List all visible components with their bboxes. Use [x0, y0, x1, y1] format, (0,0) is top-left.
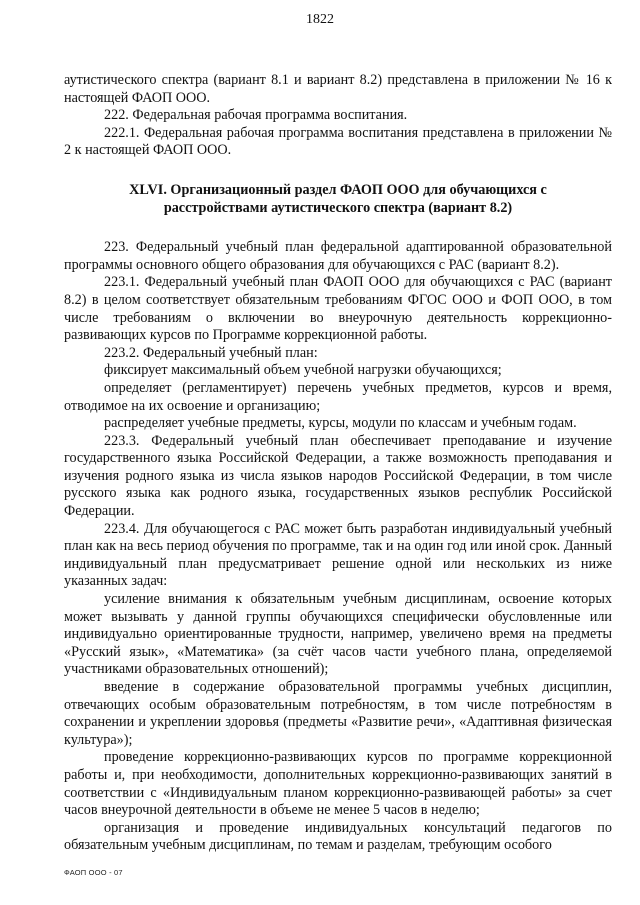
- paragraph: организация и проведение индивидуальных консультаций педагогов по обязательным учебным дисциплинам, по темам и разделам, требующим особого: [64, 819, 612, 854]
- paragraph: определяет (регламентирует) перечень учебных предметов, курсов и время, отводимое на их освоение и организацию;: [64, 379, 612, 414]
- paragraph: 223.1. Федеральный учебный план ФАОП ООО для обучающихся с РАС (вариант 8.2) в целом соответствует обязательным требованиям ФГОС ООО и ФОП ООО, в том числе требованиям о включении во внеурочную деятельность коррекционно-развивающих курсов по Программе коррекционной работы.: [64, 274, 612, 344]
- footer-document-code: ФАОП ООО - 07: [64, 868, 123, 877]
- paragraph: 223.2. Федеральный учебный план:: [104, 344, 318, 361]
- document-body: [64, 72, 612, 855]
- paragraph: аутистического спектра (вариант 8.1 и вариант 8.2) представлена в приложении № 16 к настоящей ФАОП ООО.: [64, 72, 612, 106]
- paragraph: 222. Федеральная рабочая программа воспитания.: [104, 107, 408, 124]
- paragraph: распределяет учебные предметы, курсы, модули по классам и учебным годам.: [104, 415, 577, 432]
- section-heading: XLVI. Организационный раздел ФАОП ООО для обучающихся с расстройствами аутистического спектра (вариант 8.2): [129, 181, 547, 216]
- paragraph: введение в содержание образовательной программы учебных дисциплин, отвечающих особым образовательным потребностям, в том числе потребностям в сохранении и укреплении здоровья (предметы «Развитие речи», «Адаптивная физическая культура»);: [64, 679, 612, 748]
- paragraph: проведение коррекционно-развивающих курсов по программе коррекционной работы и, при необходимости, дополнительных коррекционно-развивающих занятий в соответствии с «Индивидуальным планом коррекционно-развивающей работы» за счет часов внеурочной деятельности в объеме не менее 5 часов в неделю;: [64, 749, 612, 819]
- paragraph: 223.3. Федеральный учебный план обеспечивает преподавание и изучение государственного языка Российской Федерации, а также возможность преподавания и изучения родного языка из числа языков народов Российской Федерации, в том числе русского языка как родного языка, государственных языков республик Российской Федерации.: [64, 432, 612, 520]
- paragraph: 223. Федеральный учебный план федеральной адаптированной образовательной программы основного общего образования для обучающихся с РАС (вариант 8.2).: [64, 239, 612, 273]
- paragraph: усиление внимания к обязательным учебным дисциплинам, освоение которых может вызывать у данной группы обучающихся специфически обусловленные или индивидуально ориентированные трудности, например, увеличено время на предметы «Русский язык», «Математика» (за счёт часов части учебного плана, определяемой участниками образовательных отношений);: [64, 591, 612, 678]
- paragraph: 223.4. Для обучающегося с РАС может быть разработан индивидуальный учебный план как на весь период обучения по программе, так и на один год или иной срок. Данный индивидуальный план предусматривает решение одной или нескольких из ниже указанных задач:: [64, 520, 612, 590]
- paragraph: фиксирует максимальный объем учебной нагрузки обучающихся;: [104, 362, 502, 379]
- paragraph: 222.1. Федеральная рабочая программа воспитания представлена в приложении № 2 к настоящей ФАОП ООО.: [64, 124, 612, 159]
- page-number: 1822: [306, 12, 334, 27]
